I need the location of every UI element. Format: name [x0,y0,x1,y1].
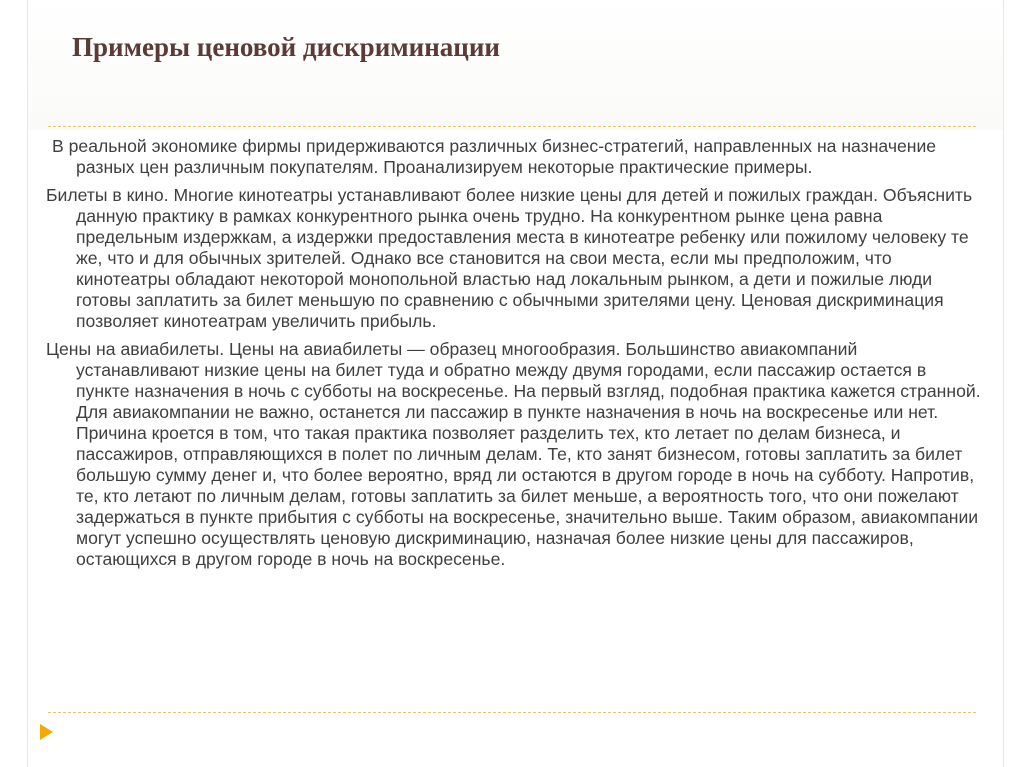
triangle-right-icon [40,724,53,740]
intro-paragraph: В реальной экономике фирмы придерживаются различных бизнес-стратегий, направленных на назначение разных цен различным покупателям. Проанализируем некоторые практические примеры. [52,136,937,177]
airline-tickets-paragraph: Цены на авиабилеты. Цены на авиабилеты — образец многообразия. Большинство авиакомпаний устанавливают низкие цены на билет туда и обратно между двумя городами, если пассажир остается в пункте назначения в ночь с субботы на воскресенье. На первый взгляд, подобная практика кажется странной. Для авиакомпании не важно, останется ли пассажир в пункте назначения в ночь на воскресенье или нет. Причина кроется в том, что такая практика позволяет разделить тех, кто летает по делам бизнеса, и пассажиров, отправляющихся в полет по личным делам. Те, кто занят бизнесом, готовы заплатить за билет большую сумму денег и, что более вероятно, вряд ли остаются в другом городе в ночь на субботу. Напротив, те, кто летают по личным делам, готовы заплатить за билет меньше, а вероятность того, что они пожелают задержаться в пункте прибытия с субботы на воскресенье, значительно выше. Таким образом, авиакомпании могут успешно осуществлять ценовую дискриминацию, назначая более низкие цены для пассажиров, остающихся в другом городе в ночь на воскресенье. [46,339,981,569]
slide-body [46,136,982,577]
footer-divider [48,712,976,713]
title-divider [48,126,976,127]
slide-border-right [1003,0,1004,767]
title-area-background [28,0,1004,130]
cinema-tickets-paragraph: Билеты в кино. Многие кинотеатры устанавливают более низкие цены для детей и пожилых граждан. Объяснить данную практику в рамках конкурентного рынка очень трудно. На конкурентном рынке цена равна предельным издержкам, а издержки предоставления места в кинотеатре ребенку или пожилому человеку те же, что и для обычных зрителей. Однако все становится на свои места, если мы предположим, что кинотеатры обладают некоторой монопольной властью над локальным рынком, а дети и пожилые люди готовы заплатить за билет меньшую по сравнению с обычными зрителями цену. Ценовая дискриминация позволяет кинотеатрам увеличить прибыль. [46,185,973,331]
slide-title: Примеры ценовой дискриминации [72,32,500,62]
slide-border-left [27,0,28,767]
